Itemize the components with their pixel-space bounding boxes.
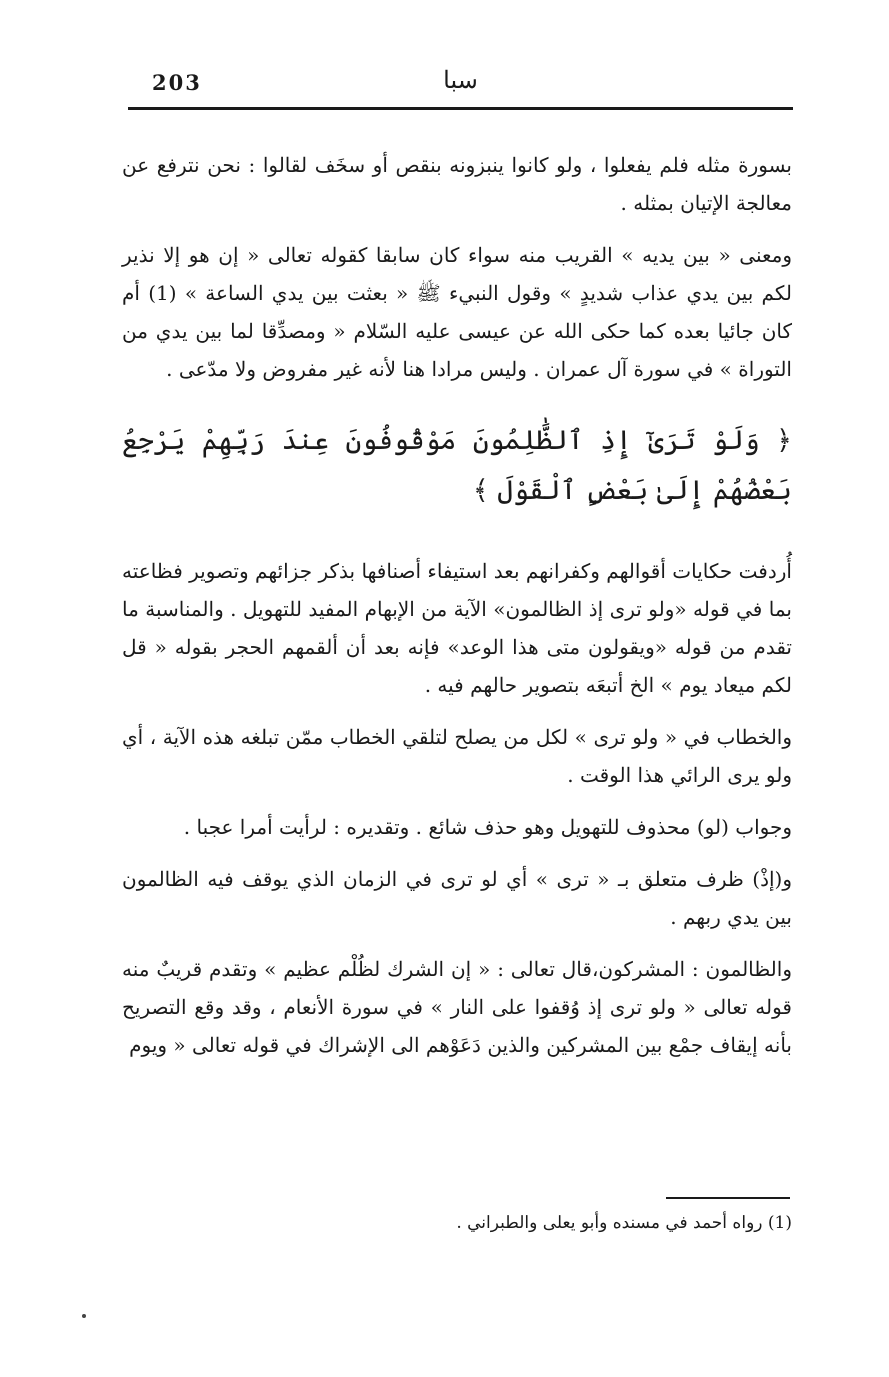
paragraph: و(إذْ) ظرف متعلق بـ « ترى » أي لو ترى في الزمان الذي يوقف فيه الظالمون بين يدي ربهم .	[122, 867, 792, 929]
paragraph: والخطاب في « ولو ترى » لكل من يصلح لتلقي الخطاب ممّن تبلغه هذه الآية ، أي ولو يرى الرائي هذا الوقت .	[122, 725, 792, 787]
main-text	[122, 146, 792, 1078]
header-rule	[128, 107, 793, 110]
page-header	[128, 60, 793, 106]
paragraph: أُردفت حكايات أقوالهم وكفرانهم بعد استيفاء أصنافها بذكر جزائهم وتصوير فظاعته بما في قوله «ولو ترى إذ الظالمون» الآية من الإبهام المفيد للتهويل . والمناسبة ما تقدم من قوله «ويقولون متى هذا الوعد» فإنه بعد أن ألقمهم الحجر بقوله « قل لكم ميعاد يوم » الخ أتبعَه بتصوير حالهم فيه .	[122, 559, 792, 697]
quran-verse: ﴿ وَلَوْ تَرَىٰٓ إِذِ ٱلظَّٰلِمُونَ مَوْقُوفُونَ عِندَ رَبِّهِمْ يَرْجِعُ بَعْضُهُمْ إِلَىٰ بَعْضٍ ٱلْقَوْلَ ﴾	[122, 425, 792, 506]
scan-speck	[82, 1314, 86, 1318]
surah-title: سبا	[443, 66, 478, 94]
paragraph: بسورة مثله فلم يفعلوا ، ولو كانوا ينبزونه بنقص أو سخَف لقالوا : نحن نترفع عن معالجة الإتيان بمثله .	[122, 153, 792, 215]
paragraph: وجواب (لو) محذوف للتهويل وهو حذف شائع . وتقديره : لرأيت أمرا عجبا .	[183, 815, 792, 839]
paragraph: ومعنى « بين يديه » القريب منه سواء كان سابقا كقوله تعالى « إن هو إلا نذير لكم بين يدي عذاب شديدٍ » وقول النبيء ﷺ « بعثت بين يدي الساعة » (1) أم كان جائيا بعده كما حكى الله عن عيسى عليه السّلام « ومصدِّقا لما بين يدي من التوراة » في سورة آل عمران . وليس مرادا هنا لأنه غير مفروض ولا مدّعى .	[122, 243, 793, 381]
paragraph: والظالمون : المشركون،قال تعالى : « إن الشرك لظُلْم عظيم » وتقدم قريبٌ منه قوله تعالى « ولو ترى إذ وُقفوا على النار » في سورة الأنعام ، وقد وقع التصريح بأنه إيقاف جمْع بين المشركين والذين دَعَوْهم الى الإشراك في قوله تعالى « ويوم	[122, 957, 792, 1057]
page-number: 203	[152, 70, 202, 95]
footnote-rule	[666, 1197, 790, 1199]
footnote: (1) رواه أحمد في مسنده وأبو يعلى والطبراني .	[456, 1213, 792, 1233]
